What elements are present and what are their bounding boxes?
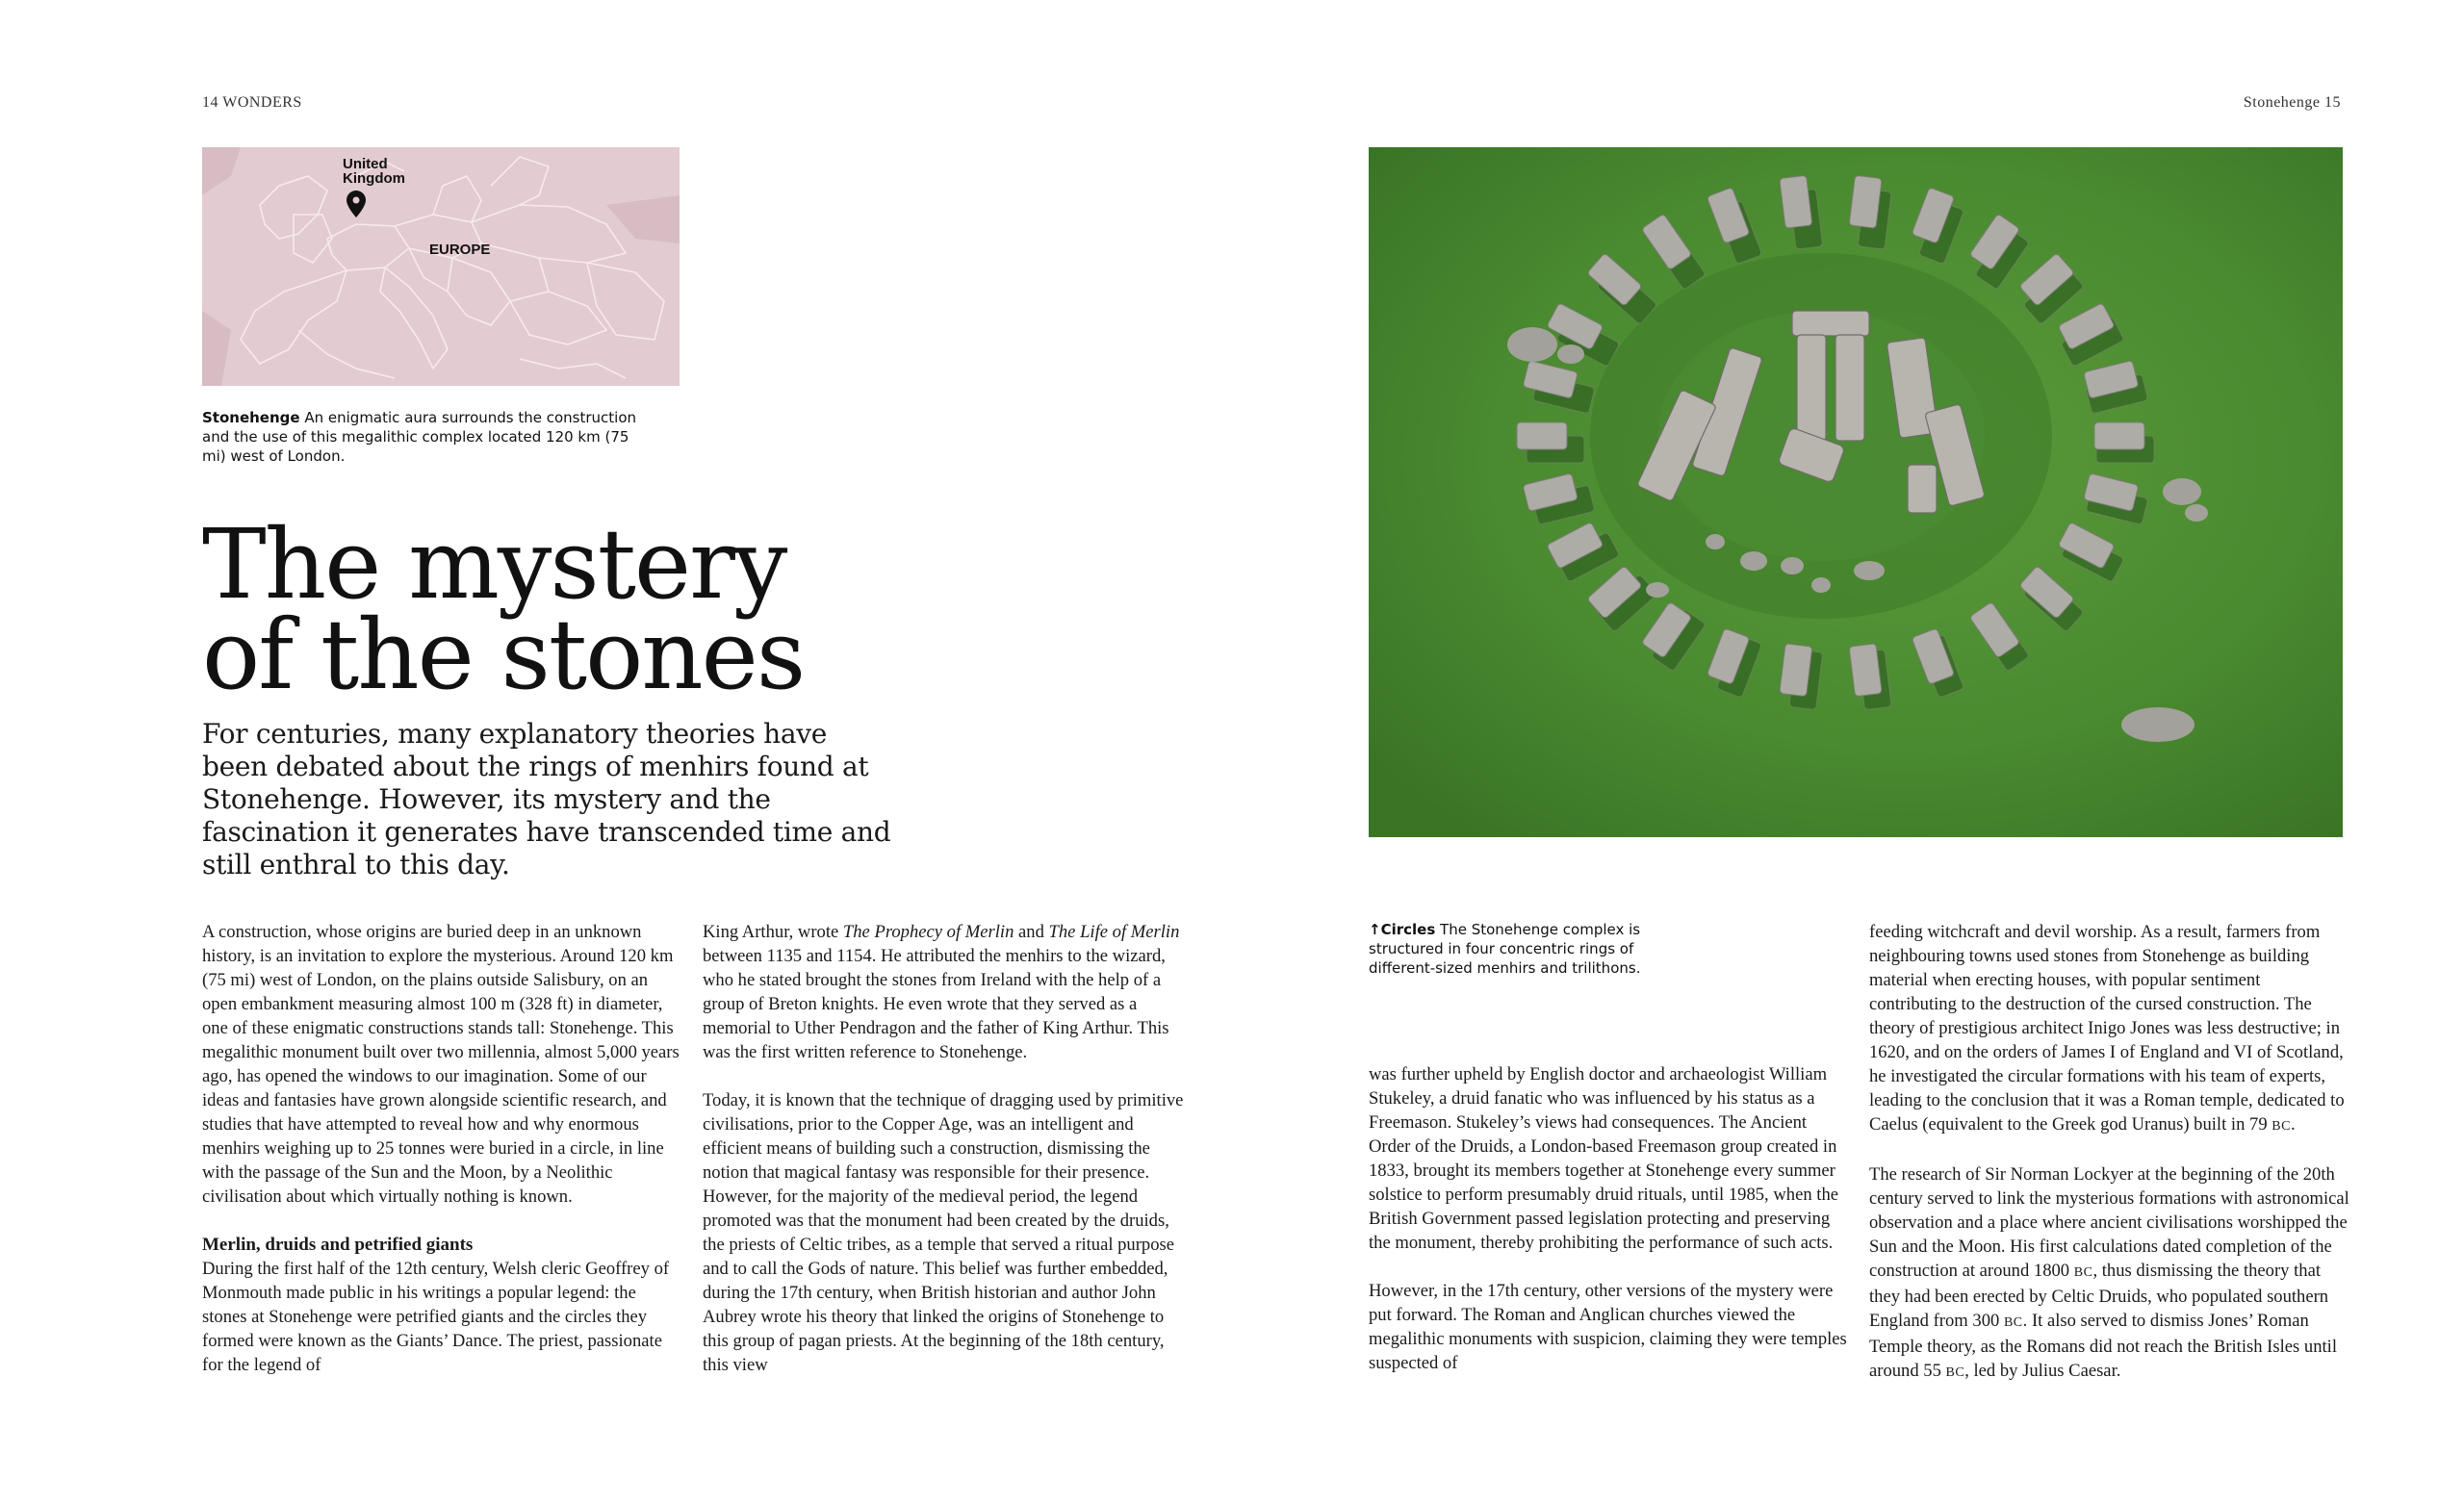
body-paragraph: feeding witchcraft and devil worship. As a result, farmers from neighbouring towns used stones from Stonehenge as building material when erecting houses, with popular sentiment contributing to the destruction of the cursed construction. The theory of prestigious architect Inigo Jones was less destructive; in 1620, and on the orders of James I of England and VI of Scotland, he investigated the circular formations with his team of experts, leading to the conclusion that it was a Roman temple, dedicated to Caelus (equivalent to the Greek god Uranus) built in 79 BC. xyxy=(1869,922,2345,1135)
body-column-2 xyxy=(703,920,1184,1401)
stonehenge-illustration xyxy=(1369,147,2343,837)
stonehenge-aerial-photo xyxy=(1369,147,2343,837)
body-paragraph xyxy=(703,920,1184,1064)
era-abbrev: BC xyxy=(1945,1365,1965,1380)
standing-stone xyxy=(1849,175,1882,228)
body-paragraph: was further upheld by English doctor and archaeologist William Stukeley, a druid fanatic who was influenced by his status as a Freemason. Stukeley’s views had consequences. The Ancient Order of the Druids, a London-based Freemason group created in 1833, brought its members together at Stonehenge every summer solstice to perform presumably druid rituals, until 1985, when the British Government passed legislation protecting and preserving the monument, thereby prohibiting the performance of such acts. xyxy=(1369,1064,1838,1253)
locator-map xyxy=(202,147,680,386)
standing-stone xyxy=(1517,422,1567,449)
photo-caption-text: The Stonehenge complex is structured in four concentric rings of different-sized menhirs and trilithons. xyxy=(1369,921,1641,977)
photo-caption xyxy=(1369,920,1696,978)
section-heading: Merlin, druids and petrified giants xyxy=(202,1235,474,1255)
text-run: . It also served to dismiss Jones’ Roman Temple theory, as the Romans did not reach the British Isles until around 55 xyxy=(1869,1311,2337,1381)
body-paragraph: Today, it is known that the technique of dragging used by primitive civilisations, prior to the Copper Age, was an intelligent and efficient means of building such a construction, dismissing the notion that magical fantasy was responsible for their presence. However, for the majority of the medieval period, the legend promoted was that the monument had been created by the druids, the priests of Celtic tribes, as a temple that served a ritual purpose and to call the Gods of nature. This belief was further embedded, during the 17th century, when British historian and author John Aubrey wrote his theory that linked the origins of Stonehenge to this group of pagan priests. At the beginning of the 18th century, this view xyxy=(703,1090,1184,1375)
era-abbrev: BC xyxy=(2003,1315,2023,1330)
text-run: King Arthur, wrote xyxy=(703,922,843,942)
era-abbrev: BC xyxy=(2272,1119,2291,1134)
map-caption-text: An enigmatic aura surrounds the construction and the use of this megalithic complex located 120 km (75 mi) west of London. xyxy=(202,409,637,465)
arrow-up-icon: ↑ xyxy=(1369,921,1381,938)
text-run: The research of Sir Norman Lockyer at the beginning of the 20th century served to link the mysterious formations with astronomical observation and a place where ancient civilisations worshipped the Sun and the Moon. His first calculations dated completion of the construction at around 1800 xyxy=(1869,1164,2349,1281)
article-title xyxy=(202,508,805,711)
body-paragraph: A construction, whose origins are buried deep in an unknown history, is an invitation to explore the mysterious. Around 120 km (75 mi) west of London, on the plains outside Salisbury, on an open embankment measuring almost 100 m (328 ft) in diameter, one of these enigmatic constructions stands tall: Stonehenge. This megalithic monument built over two millennia, almost 5,000 years ago, has opened the windows to our imagination. Some of our ideas and fantasies have grown alongside scientific research, and studies that have attempted to reveal how and why enormous menhirs weighing up to 25 tonnes were buried in a circle, in line with the passage of the Sun and the Moon, by a Neolithic civilisation about which virtually nothing is known. xyxy=(202,922,680,1207)
body-column-1 xyxy=(202,920,683,1401)
body-column-3 xyxy=(1369,1062,1850,1399)
photo-caption-title: Circles xyxy=(1380,921,1436,938)
article-title-line2: of the stones xyxy=(202,599,805,711)
text-run: feeding witchcraft and devil worship. As a result, farmers from neighbouring towns used stones from Stonehenge as building material when erecting houses, with popular sentiment contributing to the destruction of the cursed construction. The theory of prestigious architect Inigo Jones was less destructive; in 1620, and on the orders of James I of England and VI of Scotland, he investigated the circular formations with his team of experts, leading to the conclusion that it was a Roman temple, dedicated to Caelus (equivalent to the Greek god Uranus) built in 79 xyxy=(1869,922,2345,1135)
page-folio-right: Stonehenge 15 xyxy=(2243,94,2341,111)
map-caption-title: Stonehenge xyxy=(202,409,300,426)
map-label-united-kingdom: United Kingdom xyxy=(343,156,405,187)
standing-stone xyxy=(1780,175,1812,228)
text-run: , thus dismissing the theory that they had been erected by Celtic Druids, who populated southern England from 300 xyxy=(1869,1261,2329,1331)
body-column-4 xyxy=(1869,920,2350,1409)
book-title: The Life of Merlin xyxy=(1048,922,1180,942)
standing-stone xyxy=(1849,644,1882,697)
body-paragraph: However, in the 17th century, other versions of the mystery were put forward. The Roman and Anglican churches viewed the megalithic monuments with suspicion, claiming they were temples suspected of xyxy=(1369,1281,1847,1373)
body-paragraph: During the first half of the 12th century, Welsh cleric Geoffrey of Monmouth made public in his writings a popular legend: the stones at Stonehenge were petrified giants and the circles they formed were known as the Giants’ Dance. The priest, passionate for the legend of xyxy=(202,1259,670,1375)
book-title: The Prophecy of Merlin xyxy=(842,922,1014,942)
text-run: , led by Julius Caesar. xyxy=(1964,1361,2121,1381)
map-label-europe: EUROPE xyxy=(429,242,491,258)
map-caption xyxy=(202,408,654,466)
body-paragraph xyxy=(1869,1162,2350,1385)
location-pin-icon xyxy=(346,191,366,217)
europe-map-graphic xyxy=(202,147,680,386)
text-run: and xyxy=(1014,922,1049,942)
era-abbrev: BC xyxy=(2073,1265,2093,1280)
text-run: between 1135 and 1154. He attributed the menhirs to the wizard, who he stated brought the stones from Ireland with the help of a group of Breton knights. He even wrote that they served as a memorial to Uther Pendragon and the father of King Arthur. This was the first written reference to Stonehenge. xyxy=(703,946,1169,1062)
article-title-line1: The mystery xyxy=(202,508,786,621)
standing-stone xyxy=(1780,644,1812,697)
page-folio-left: 14 WONDERS xyxy=(202,94,302,111)
standing-stone xyxy=(2094,422,2144,449)
article-intro: For centuries, many explanatory theories have been debated about the rings of menhirs found at Stonehenge. However, its mystery and the fascination it generates have transcended time and still enthral to this day. xyxy=(202,718,891,880)
